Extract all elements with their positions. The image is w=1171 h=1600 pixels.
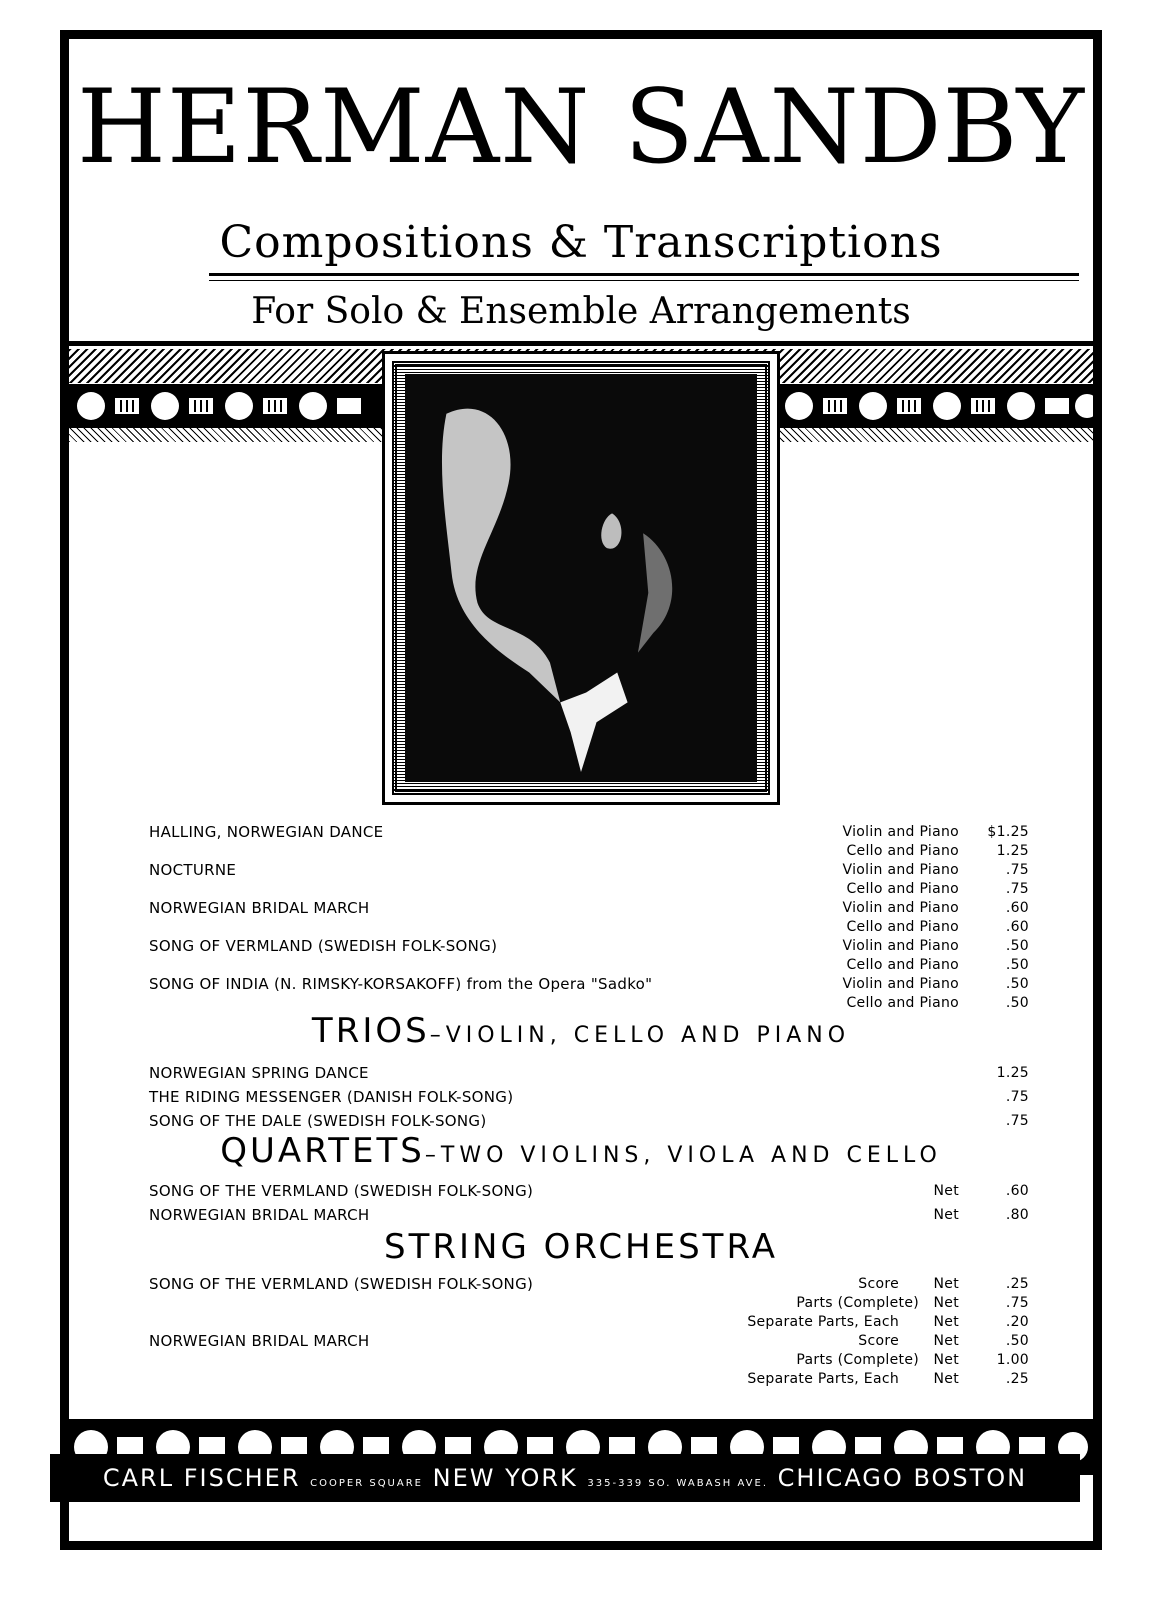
- trios-list: [149, 1061, 1029, 1133]
- item-price: .50: [1005, 938, 1029, 954]
- item-edition: Parts (Complete): [796, 1295, 919, 1311]
- item-edition: Separate Parts, Each: [747, 1371, 899, 1387]
- list-item: [149, 1351, 1029, 1370]
- list-item: [149, 918, 1029, 937]
- item-price: .50: [1005, 1333, 1029, 1349]
- list-item: [149, 1332, 1029, 1351]
- item-instrument: Violin and Piano: [842, 862, 959, 878]
- item-title: HALLING, NORWEGIAN DANCE: [149, 823, 384, 841]
- portrait-image: [405, 374, 757, 782]
- quartets-title: QUARTETS: [220, 1131, 425, 1171]
- item-instrument: Violin and Piano: [842, 938, 959, 954]
- city-boston: BOSTON: [913, 1464, 1028, 1492]
- item-price: 1.00: [996, 1352, 1029, 1368]
- item-price: .75: [1005, 862, 1029, 878]
- item-price: .60: [1005, 919, 1029, 935]
- item-instrument: Cello and Piano: [846, 881, 959, 897]
- item-title: NORWEGIAN BRIDAL MARCH: [149, 1332, 370, 1350]
- item-instrument: Violin and Piano: [842, 900, 959, 916]
- trios-title: TRIOS: [311, 1011, 430, 1051]
- solo-list: [149, 823, 1029, 1013]
- item-instrument: Cello and Piano: [846, 843, 959, 859]
- city-chicago: CHICAGO: [777, 1464, 904, 1492]
- item-price: .75: [1005, 1089, 1029, 1105]
- trios-heading: [69, 1011, 1093, 1051]
- header-divider: [69, 341, 1093, 346]
- list-item: [149, 823, 1029, 842]
- item-edition: Separate Parts, Each: [747, 1314, 899, 1330]
- item-price: 1.25: [996, 1065, 1029, 1081]
- subtitle-rule-thin: [209, 280, 1079, 281]
- item-net-label: Net: [933, 1276, 959, 1292]
- item-net-label: Net: [933, 1333, 959, 1349]
- orchestra-heading: [69, 1227, 1093, 1267]
- publisher-footer: [50, 1454, 1080, 1502]
- list-item: [149, 1370, 1029, 1389]
- item-price: .20: [1005, 1314, 1029, 1330]
- list-item: [149, 956, 1029, 975]
- item-net-label: Net: [933, 1371, 959, 1387]
- item-instrument: Violin and Piano: [842, 824, 959, 840]
- quartets-list: [149, 1179, 1029, 1227]
- item-price: .25: [1005, 1371, 1029, 1387]
- item-edition: Parts (Complete): [796, 1352, 919, 1368]
- list-item: [149, 1313, 1029, 1332]
- item-price: .75: [1005, 1295, 1029, 1311]
- list-item: [149, 880, 1029, 899]
- item-price: .75: [1005, 881, 1029, 897]
- trios-subtitle: –VIOLIN, CELLO AND PIANO: [429, 1023, 851, 1048]
- item-price: 1.25: [996, 843, 1029, 859]
- item-price: .50: [1005, 957, 1029, 973]
- item-edition: Score: [858, 1276, 899, 1292]
- item-price: $1.25: [987, 824, 1029, 840]
- orchestra-list: [149, 1275, 1029, 1389]
- list-item: [149, 899, 1029, 918]
- item-price: .25: [1005, 1276, 1029, 1292]
- item-title: SONG OF THE DALE (SWEDISH FOLK-SONG): [149, 1112, 487, 1130]
- quartets-heading: [69, 1131, 1093, 1171]
- item-edition: Score: [858, 1333, 899, 1349]
- list-item: [149, 1085, 1029, 1109]
- chicago-address: 335-339 SO. WABASH AVE.: [587, 1478, 769, 1489]
- item-price: .60: [1005, 900, 1029, 916]
- item-price: .50: [1005, 976, 1029, 992]
- list-item: [149, 1179, 1029, 1203]
- item-price: .60: [1005, 1183, 1029, 1199]
- portrait: [392, 361, 770, 795]
- item-title: NORWEGIAN BRIDAL MARCH: [149, 1206, 370, 1224]
- item-instrument: Cello and Piano: [846, 995, 959, 1011]
- item-price: .80: [1005, 1207, 1029, 1223]
- item-title: THE RIDING MESSENGER (DANISH FOLK-SONG): [149, 1088, 514, 1106]
- item-price: .75: [1005, 1113, 1029, 1129]
- list-item: [149, 1061, 1029, 1085]
- list-item: [149, 1203, 1029, 1227]
- item-net-label: Net: [933, 1314, 959, 1330]
- item-title: SONG OF INDIA (N. RIMSKY-KORSAKOFF) from the Opera "Sadko": [149, 975, 653, 993]
- subtitle-rule: [209, 273, 1079, 276]
- list-item: [149, 861, 1029, 880]
- item-title: NOCTURNE: [149, 861, 237, 879]
- item-net-label: Net: [933, 1207, 959, 1223]
- item-title: NORWEGIAN SPRING DANCE: [149, 1064, 369, 1082]
- composer-name: HERMAN SANDBY: [76, 68, 1086, 187]
- list-item: [149, 842, 1029, 861]
- item-title: SONG OF THE VERMLAND (SWEDISH FOLK-SONG): [149, 1275, 534, 1293]
- subtitle: Compositions & Transcriptions: [219, 217, 943, 268]
- page-frame: [60, 30, 1102, 1550]
- item-net-label: Net: [933, 1183, 959, 1199]
- publisher-address: COOPER SQUARE: [310, 1478, 423, 1489]
- list-item: [149, 937, 1029, 956]
- list-item: [149, 975, 1029, 994]
- item-net-label: Net: [933, 1295, 959, 1311]
- list-item: [149, 1294, 1029, 1313]
- item-title: NORWEGIAN BRIDAL MARCH: [149, 899, 370, 917]
- publisher-name: CARL FISCHER: [102, 1464, 301, 1492]
- item-instrument: Cello and Piano: [846, 957, 959, 973]
- list-item: [149, 1109, 1029, 1133]
- orchestra-title: STRING ORCHESTRA: [384, 1227, 778, 1267]
- portrait-frame: [382, 351, 780, 805]
- item-instrument: Violin and Piano: [842, 976, 959, 992]
- item-instrument: Cello and Piano: [846, 919, 959, 935]
- item-price: .50: [1005, 995, 1029, 1011]
- item-net-label: Net: [933, 1352, 959, 1368]
- list-item: [149, 1275, 1029, 1294]
- city-new-york: NEW YORK: [432, 1464, 578, 1492]
- item-title: SONG OF VERMLAND (SWEDISH FOLK-SONG): [149, 937, 498, 955]
- tagline: For Solo & Ensemble Arrangements: [251, 291, 911, 332]
- item-title: SONG OF THE VERMLAND (SWEDISH FOLK-SONG): [149, 1182, 534, 1200]
- quartets-subtitle: –TWO VIOLINS, VIOLA AND CELLO: [424, 1143, 942, 1168]
